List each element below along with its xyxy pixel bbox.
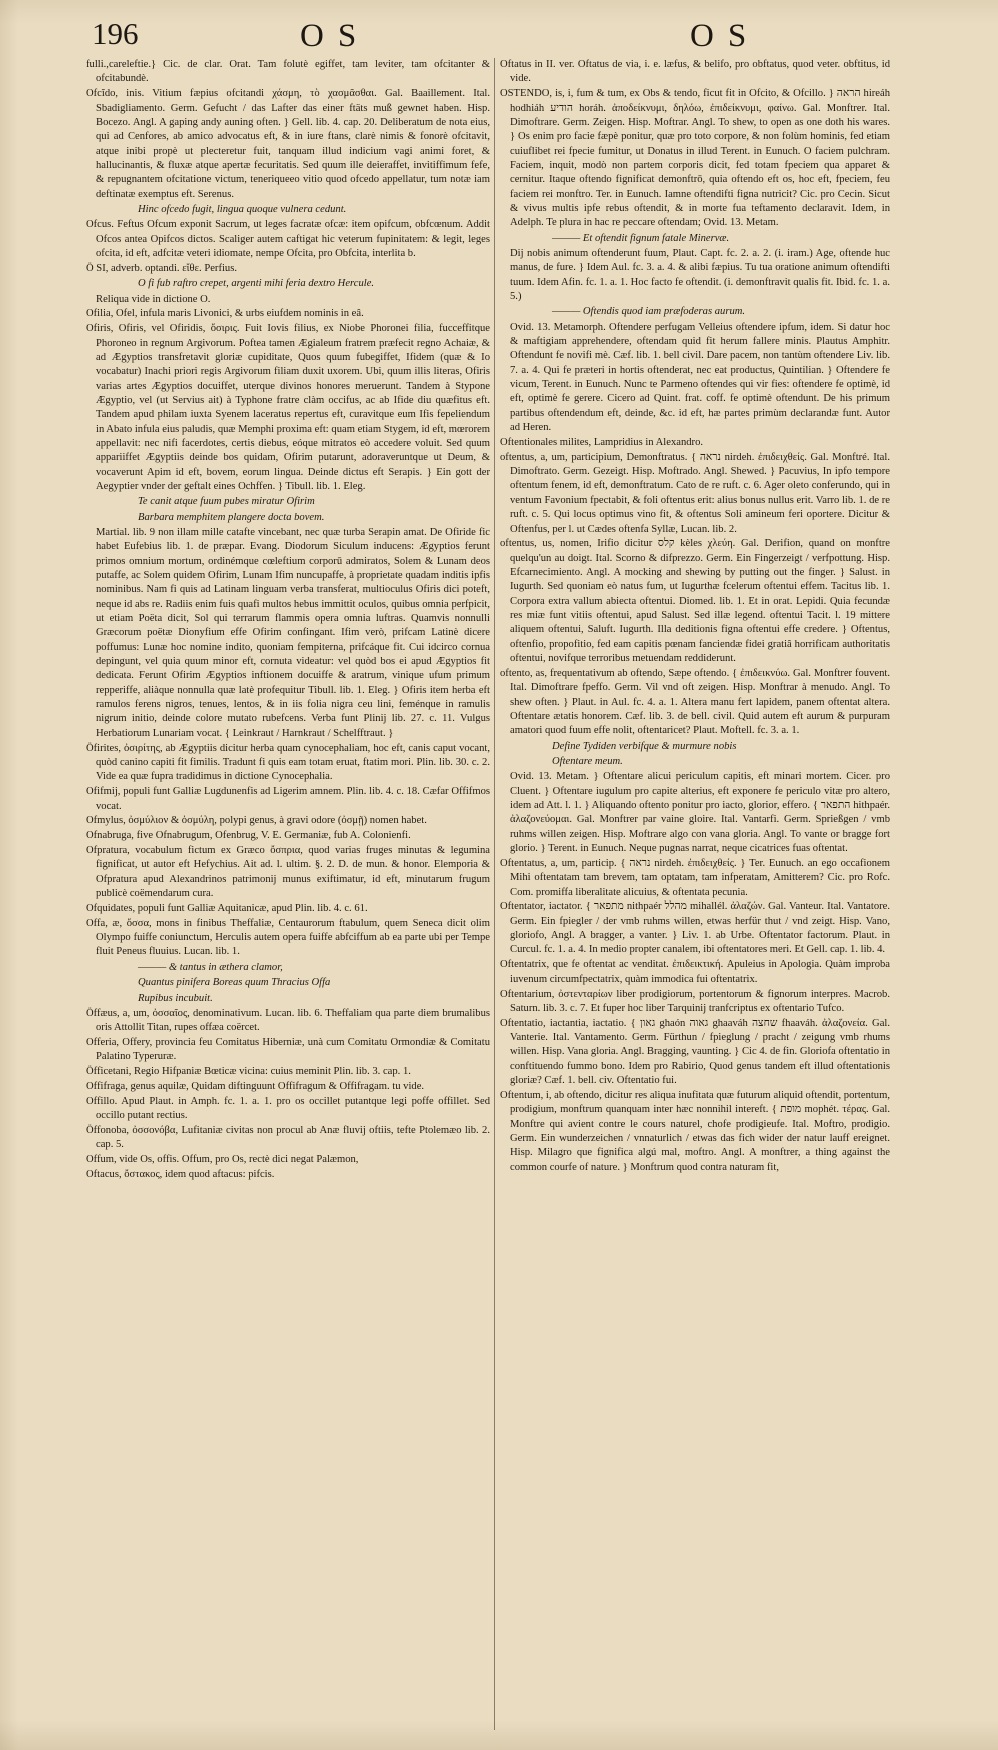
verse-quotation: Barbara memphitem plangere docta bovem. (138, 511, 325, 523)
verse-quotation: Quantus pinifera Boreas quum Thracius Offa (138, 977, 331, 989)
verse-quotation: ——— Oftendis quod iam præfoderas aurum. (552, 306, 746, 318)
dictionary-entry: Oftentatio, iactantia, iactatio. { גאון ghaón גאוה ghaaváh שחצה fhaaváh. ἀλαζονεία. Gal. Vanterie. Ital. Vantamento. Germ. Fürthun / fpieglung / pracht / zeigung vmb rhums willen. Hisp. Vana gloria. Angl. Bragging, vaunting. } Cic 4. de fin. Gloriofa oftentatio in conftituendo fummo bono. Idem pro Rabirio, Quod genus tandem eft illud oftentationis gloriæ? Cæf. 1. bell. civ. Oftentatio fui. (500, 1017, 890, 1087)
page-header (0, 14, 998, 54)
column-divider (494, 58, 495, 1730)
verse-quotation: Define Tydiden verbifque & murmure nobis (552, 740, 737, 752)
dictionary-entry: Reliqua vide in dictione O. (96, 293, 211, 305)
verse-quotation: ——— Et oftendit fignum fatale Minervæ. (552, 232, 730, 244)
verse-quotation: ——— & tantus in æthera clamor, (138, 961, 283, 973)
dictionary-entry: Ofmylus, ὀσμύλιον & ὀσμύλη, polypi genus, à gravi odore (ὀσμῇ) nomen habet. (86, 815, 427, 827)
dictionary-entry: oftentus, a, um, participium, Demonftratus. { נראה nirdeh. ἐπιδειχθείς. Gal. Monftré. Ital. Dimoftrato. Germ. Gezeigt. Hisp. Moftrado. Angl. Shewed. } Pacuvius, In ipfo tempore oftentum fenem, id eft, demonftratum. Cato de re ruft. c. 6. Ager oleto conferundo, qui in ventum Favonium fpectabit, & foli oftentus erit: alius bonus nullus erit. Varro lib. 1. de re ruft. c. 5. Qui locus optimus vino fit, & oftentus Soli amineum feri oportere. Dicitur & Oftenfus, per l. ut Cædes oftenfa Syllæ, Lucan. lib. 2. (500, 451, 890, 535)
catchword-right: OS (690, 18, 761, 54)
dictionary-entry: Oftentatus, a, um, particip. { נראה nirdeh. ἐπιδειχθείς. } Ter. Eunuch. an ego occafionem Mihi oftentatam tam brevem, tam optatam, tam infperatam, Amitterem? Cic. pro Rofc. Com. promiffa liberalitate alicuius, & oftentata pecunia. (500, 857, 890, 898)
dictionary-entry: Oftentionales milites, Lampridius in Alexandro. (500, 436, 704, 448)
dictionary-entry: Ofiris, Ofiris, vel Ofiridis, ὄσιρις. Fuit Iovis filius, ex Niobe Phoronei filia, fucceffitque Phoroneo in regnum Argivorum. Poftea tamen Ægialeum fratrem præfecit regno Achaiæ, & ad Ægyptios transfretavit gloriæ cupiditate, Quos quum fubegiffet, Ifidem (quæ & Io vocabatur) Inachi priori regis Argivorum filiam duxit uxorem. Ubi, quum illis literas, Ofiris varias artes Ægyptios docuiffet, uterque divinos honores meruerunt. Tandem à Stypone Ægyptio, vel (ut Servius ait) à Typhone fratre clàm occifus, ac ab Ifide diu quæfitus eft. Tandem apud philam iuxta Syenem laceratus repertus eft, curavitque eum Ifis fepeliendum in Abato infula eius paludis, quæ Memphi proxima eft: quam etiam Stygem, id eft, mœrorem appellavit: nec nifi facerdotes, certis diebus, eóque mitratos eò accedere voluit. Sed quum appariiffet Ægyptiis deinde bos quidam, Ofirim putarunt, adoraveruntque ut Deum, & vocaverunt Apim id eft, bovem, eorum lingua. Deinde dictus eft Serapis. } Ein gott der Aegyptier vnder der geftalt eines Ochffen. } Tibull. lib. 1. Eleg. (86, 323, 490, 492)
dictionary-entry: Oftentatrix, que fe oftentat ac venditat. ἐπιδεικτική. Apuleius in Apologia. Quàm improba iuvenum circumfpectatrix, quàm immodica fui oftentatrix. (500, 959, 890, 985)
dictionary-entry: Ofilia, Ofel, infula maris Livonici, & urbs eiufdem nominis in eâ. (86, 308, 364, 320)
dictionary-entry: Ofcĭdo, inis. Vitium fæpius ofcitandi χάσμη, τὸ χασμᾶσθαι. Gal. Baaillement. Ital. Sbadigliamento. Germ. Gefucht / das Lafter das einer ftäts muß gewnet haben. Hisp. Bocezo. Angl. A gaping andy auning often. } Gell. lib. 4. cap. 20. Deliberatum de nota eius, qui ad Cenfores, ab amico advocatus eft, & in iure ftans, clarè nimis & fonorè ofcitavit, atque inibi propè ut plecteretur fuit, tanquam illud indicium vagi animi foret, & hallucinantis, & fluxæ atque apertæ fecuritatis. Sed quum ille deieraffet, invitiffimum fefe, & repugnantem ofcitatione victum, teneriqueeo vitio quod ofcedo appellatur, tum notæ iam deftinatæ exemptus eft. Serenus. (86, 88, 490, 200)
dictionary-entry: Ofpratura, vocabulum fictum ex Græco ὄσπρια, quod varias fruges minutas & legumina fignificat, ut autor eft Hefychius. Ait ad. l. ultim. §. 2. D. de mun. & honor. Elemporia & Ofpratura apud Alexandrinos patrimonij munus exiftimatur, id eft, minutarum frugum publicè coëmendarum cura. (86, 845, 490, 900)
page-number: 196 (92, 16, 139, 51)
dictionary-entry: Ofcus. Feftus Ofcum exponit Sacrum, ut leges facratæ ofcæ: item opifcum, obfcœnum. Addit Ofcos antea Opifcos dictos. Scaliger autem caftigat hic veterum fupinitatem: & legit, leges ofcita, id eft, adfcitæ veteri idiomate, nempe Ofcita, pro Obfcita, interlita b. (86, 219, 490, 259)
dictionary-entry: Offa, æ, ὄσσα, mons in finibus Theffaliæ, Centaurorum ftabulum, quem Seneca dicit olim Olympo fuiffe coniunctum, Herculis autem opera fuiffe abfciffum ab ea parte ubi per Tempe fluit Peneus fluuius. Lucan. lib. 1. (86, 917, 490, 958)
dictionary-entry: Martial. lib. 9 non illam mille catafte vincebant, nec quæ turba Serapin amat. De Ofiride fic habet Eufebius lib. 1. de præpar. Evang. Diodorum Siculum inducens: Ægyptios ferunt primos omnium mortum, ordinémque cœleftium corporū admiratos, Solem & Lunam deos putaffe, ac Solem quidem Ofirim, Lunam Ifim nuncupaffe, à proprietate quadam inditis ipfis nominibus. Nam fi quis ad Latinam linguam verba transferat, multioculus Ofiris dici poteft, neque id abs re. Radiis enim fuis quafi multos hebus immittit oculos, quibus omnia perfpicit, ut etiam Poëta dicit, Sol qui terrarum flammis opera omnia luftras. Quamvis nonnulli Græcorum poëtæ Dionyfium effe Ofirim confingant. Ifim verò, prifcam Latinè dicere poffumus: Lunæ hoc nomine indito, quoniam fempiterna, prifcáque fit. Cui idcirco cornua depingunt, vel quia quum minor eft, cornuta videatur: vel quòd bos ei apud Ægyptios fit dedicata. Ferunt Ofirim Ægyptios inftionem docuiffe & aratrum, vinique ufum primum repperiffe, aliàque nonnulla quæ latè profequitur Tibull. lib. 1. Eleg. } Ofiris item herba eft ramulos ferens nigros, tenues, lentos, & in iis folia nigra ceu lini, feménque in ramulis nigrum initio, deinde colore mutato rubefcens. Verba funt Plinij lib. 27. c. 11. Vulgus Herbatiorum Lunariam vocat. { Leinkraut / Harnkraut / Schelfftraut. } (96, 527, 490, 739)
dictionary-entry: Öfirites, ὀσιρίτης, ab Ægyptiis dicitur herba quam cynocephaliam, hoc eft, canis caput vocant, quòd canino capiti fit fimilis. Tradunt fi quis eam totam eruat, ftatim mori. Plin. lib. 30. c. 2. Vide ea quæ fupra tradidimus in dictione Cynocephalia. (86, 742, 490, 783)
catchword-left: OS (300, 18, 371, 54)
dictionary-entry: Ofnabruga, five Ofnabrugum, Ofenbrug, V. E. Germaniæ, fub A. Colonienfi. (86, 830, 411, 842)
dictionary-entry: Offifraga, genus aquilæ, Quidam diftinguunt Offifragum & Offifragam. tu vide. (86, 1081, 425, 1093)
dictionary-entry: Ö SI, adverb. optandi. εἴθε. Perfius. (86, 262, 237, 274)
dictionary-entry: Öfficetani, Regio Hifpaniæ Bœticæ vicina: cuius meminit Plin. lib. 3. cap. 1. (86, 1066, 411, 1078)
dictionary-entry: Ovid. 13. Metamorph. Oftendere perfugam Velleius oftendere ipfum, idem. Si datur hoc & maftigiam apprehendere, oftendam quid fit herum fallere minis. Plautus Amphitr. Oftendunt fe novifi mè. Cæf. lib. 1. bell civil. Dare pacem, non tantùm oftendere Liv. lib. 7. a. 4. Qui fe præteri in hortis oftenderat, nec eat productus, Quintilian. } Oftendere fe vicum, Terent. in Eunuch. Nunc te Parmeno oftendes qui vir fies: oftendere fe optimè, id eft, optimè fe gerere. Cicero ad Quint. frat. coff. fe optimè oftendunt. De his primum partibus oftendendum eft, deinde, &c. id eft, hæ partes primùm declarandæ funt. Autor ad Heren. (510, 321, 890, 434)
dictionary-entry: Oftentarium, ὀστενταρίων liber prodigiorum, portentorum & fignorum interpres. Macrob. Saturn. lib. 3. c. 7. Et fuper hoc liber Tarquinij tranfcriptus ex oftentario Tufco. (500, 988, 890, 1014)
dictionary-entry: Offum, vide Os, offis. Offum, pro Os, rectè dici negat Palæmon, (86, 1154, 359, 1166)
verse-quotation: Te canit atque fuum pubes miratur Ofirim (138, 496, 315, 508)
left-column (86, 58, 490, 1738)
dictionary-entry: Dij nobis animum oftenderunt fuum, Plaut. Capt. fc. 2. a. 2. (i. iram.) Age, oftende huc manus, de fure. } Idem Aul. fc. 3. a. 4. & alibi fæpius. Tu tua oratione animum oftendifti tuum. Idem Afin. fc. 1. a. 1. Hoc facto fe oftendit. (i. demonftravit qualis fit. Ibid. fc. 1. a. 5.) (510, 247, 890, 302)
dictionary-entry: Ofifmij, populi funt Galliæ Lugdunenfis ad Ligerim amnem. Plin. lib. 4. c. 18. Cæfar Offifmos vocat. (86, 786, 490, 812)
dictionary-entry: Offillo. Apud Plaut. in Amph. fc. 1. a. 1. pro os occillet putantque legi poffe offillet. Sed occillo putant rectius. (86, 1095, 490, 1122)
dictionary-entry: fulli.,careleftie.} Cic. de clar. Orat. Tam folutè egiffet, tam leviter, tam ofcitanter & ofcitabundè. (86, 59, 490, 85)
dictionary-entry: Oftacus, ὄστακος, idem quod aftacus: pifcis. (86, 1169, 275, 1181)
dictionary-entry: Oftentator, iactator. { מתפאר nithpaér מהלל mihallél. ἀλαζών. Gal. Vanteur. Ital. Vantatore. Germ. Ein fpiegler / der vmb ruhms willen, etwas herfür thut / vnd zeigt. Hisp. Vano, gloriofo, Angl. A bragger, a vanter. } Liv. 1. ab Urbe. Oftentator factorum. Plaut. in Curcul. fc. 1. a. 4. In medio propter canalem, ibi oftentatores meri. Et Gell. cap. 1. lib. 4. (500, 901, 890, 956)
dictionary-entry: Oftatus in II. ver. Oftatus de via, i. e. læfus, & belifo, pro obftatus, quod veter. obftitus, id vide. (500, 59, 890, 85)
verse-quotation: Oftentare meum. (552, 756, 623, 767)
dictionary-entry: Oftentum, i, ab oftendo, dicitur res aliqua inufitata quæ futurum aliquid oftendit, portentum, prodigium, monftrum quanquam inter hæc nonnihil intereft. { מופת mophét. τέρας. Gal. Monftre qui avient contre le cours naturel, chofe prodigieufe. Ital. Moftro, prodigio. Germ. Ein wunderzeichen / vnnaturlich / etwas das fich wider der natur lauff ereignet. Hisp. Milagro que fignifica algú mal, moftro. Angl. A monftrer, a thing against the common courfe of nature. } Monftrum quod contra naturam fit, (500, 1089, 890, 1173)
verse-quotation: O fi fub raftro crepet, argenti mihi feria dextro Hercule. (138, 278, 375, 290)
dictionary-entry: OSTENDO, is, i, fum & tum, ex Obs & tendo, ficut fit in Ofcito, & Ofcillo. } הראה hireáh hodhiáh הודיע horáh. ἀποδείκνυμι, δηλόω, ἐπιδείκνυμι, φαίνω. Gal. Monftrer. Ital. Dimoftrare. Germ. Zeigen. Hisp. Moftrar. Angl. To shew, to open as one doth his wares. } Os enim pro facie fæpè ponitur, quæ pro toto corpore, & non folùm hominis, fed etiam cuiuflibet rei fpecie fumitur, ut Donatus in illud Terent. in Eunuch. O faciem pulchram. Faciem, inquit, modò non partem corporis dicit, fed totam fpeciem qua apparet & cernitur. Itaque oftendo fignificat demonftrō, quia oftendo eft os, hoc eft, fpeciem, feu faciem rei monftro. Ter. in Eunuch. Iamne oftendifti figna nutricit? Cic. pro Cecin. Sicut & vivus multis ipfe rebus oftendit, & in morte fua teftamento declaravit. Idem, in Adelph. Te plura in hac re peccare oftendam; Ovid. 13. Metam. (500, 88, 890, 229)
dictionary-entry: Ofquidates, populi funt Galliæ Aquitanicæ, apud Plin. lib. 4. c. 61. (86, 902, 368, 914)
dictionary-entry: Ovid. 13. Metam. } Oftentare alicui periculum capitis, eft minari mortem. Cicer. pro Cluent. } Oftentare iugulum pro capite alterius, eft exponere fe periculo vitæ pro altero, idem ad Att. l. 1. } Aliquando oftento ponitur pro iacto, glorior, effero. { התפאר hithpaér. ἀλαζονεύομαι. Gal. Monftrer par vaine gloire. Ital. Vantarfi. Germ. Sprießgen / vmb ruhms willen zeigen. Hisp. Moftrare algo con vana gloria. Angl. To vante or bragge fort glorio. } Terent. in Eunuch. Neque pugnas narrat, neque cicatrices fuas oftentat. (510, 771, 890, 855)
verse-quotation: Rupibus incubuit. (138, 992, 213, 1004)
right-column (500, 58, 890, 1738)
dictionary-entry: Öffonoba, ὀσσονόβα, Lufitaniæ civitas non procul ab Anæ fluvij oftiis, tefte Ptolemæo lib. 2. cap. 5. (86, 1125, 490, 1151)
dictionary-entry: oftentus, us, nomen, Irifio dicitur קלס kèles χλεύη. Gal. Derifion, quand on monftre quelqu'un au doigt. Ital. Scorno & difprezzo. Germ. Ein Fingerzeigt / verfpottung. Hisp. Efcarnecimiento. Angl. A mocking and shewing by putting out the finger. } Salust. in Iugurth. Sed quoniam eò natus fum, ut Iugurthæ fcelerum oftentui effem. Tacitus lib. 1. Corpora extra vallum abiecta oftentui. Diomed. lib. 1. Et in orat. Lepidi. Quia fecundæ res miæ funt vitiis oftentui, apud Salust. Sed illæ legend. oftentui Tacit. l. 19 mittere aliquem oftentui, Saluft. Iugurth. Illa deditionis figna oftentui effe credere. } Oftentus, oftenfio, propofitio, fed eam capitis pœnam fanciendæ fidei gratiâ horrificam authoritatis oftentui, novifque terroribus metuendam reddiderunt. (500, 538, 890, 665)
dictionary-entry: Öffæus, a, um, ὀσσαῖος, denominativum. Lucan. lib. 6. Theffaliam qua parte diem brumalibus oris Attollit Titan, rupes offæa coërcet. (86, 1007, 490, 1034)
dictionary-entry: Offeria, Offery, provincia feu Comitatus Hiberniæ, unà cum Comitatu Ormondiæ & Comitatu Palatino Typeruræ. (86, 1037, 490, 1063)
verse-quotation: Hinc ofcedo fugit, lingua quoque vulnera cedunt. (138, 203, 347, 215)
dictionary-entry: oftento, as, frequentativum ab oftendo, Sæpe oftendo. { ἐπιδεικνύω. Gal. Monftrer fouvent. Ital. Dimoftrare fpeffo. Germ. Vil vnd oft zeigen. Hisp. Monftrar à menudo. Angl. To shew often. } Plaut. in Aul. fc. 4. a. 1. Altera manu fert lapidem, panem oftentat altera. Oftentare ætatis honorem. Cæf. lib. 3. de bell. civil. Quid autem eft aurum & purpuram amatori quod fuum effe nolit, oftentaricet? Plaut. Moftell. fc. 3. a. 1. (500, 667, 890, 737)
